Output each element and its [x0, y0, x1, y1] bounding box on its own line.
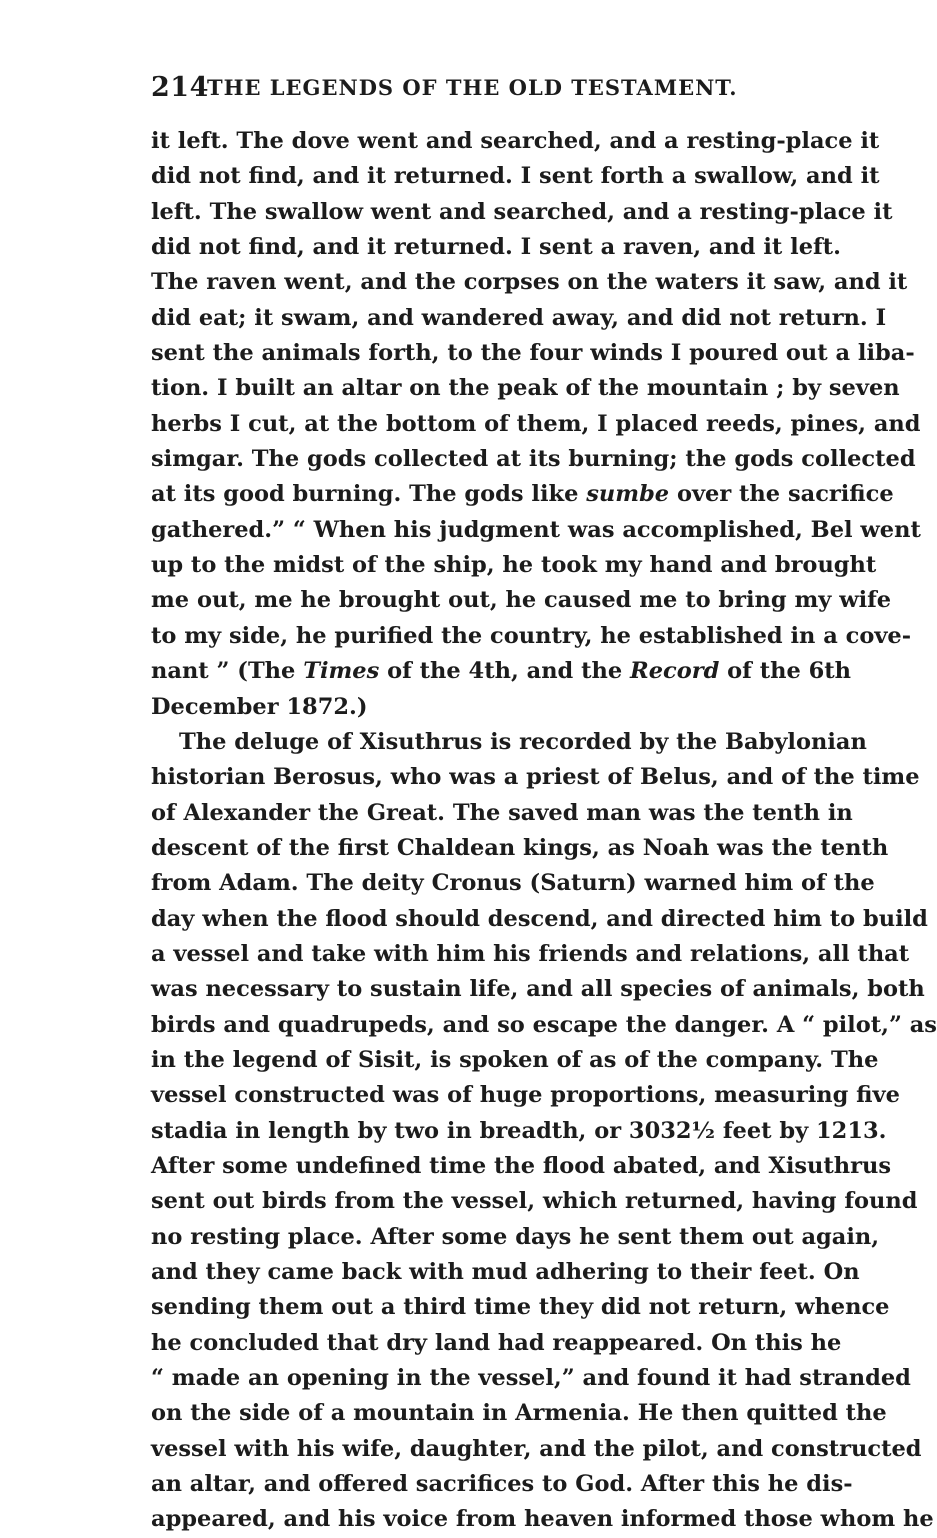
text-line: sent out birds from the vessel, which returned, having found	[151, 1188, 918, 1215]
text-line: December 1872.)	[151, 693, 368, 720]
text-line: day when the flood should descend, and directed him to build	[151, 905, 928, 932]
text-line: on the side of a mountain in Armenia. He then quitted the	[151, 1400, 887, 1427]
text-line: left. The swallow went and searched, and a resting-place it	[151, 198, 893, 225]
text-line: of Alexander the Great. The saved man was the tenth in	[151, 799, 853, 826]
text-line: no resting place. After some days he sent them out again,	[151, 1223, 880, 1250]
page-header	[151, 72, 771, 108]
text-line: descent of the first Chaldean kings, as Noah was the tenth	[151, 834, 889, 861]
text-line: herbs I cut, at the bottom of them, I placed reeds, pines, and	[151, 410, 921, 437]
italic-title: Record	[630, 658, 720, 685]
text-line: in the legend of Sisit, is spoken of as of the company. The	[151, 1046, 879, 1073]
italic-term: sumbe	[586, 481, 670, 508]
text-line: it left. The dove went and searched, and a resting-place it	[151, 128, 880, 154]
text-line: simgar. The gods collected at its burning; the gods collected	[151, 446, 916, 473]
text-line: vessel with his wife, daughter, and the pilot, and constructed	[151, 1435, 922, 1462]
text-line: did eat; it swam, and wandered away, and did not return. I	[151, 304, 887, 331]
text-line: sent the animals forth, to the four winds I poured out a liba-	[151, 340, 915, 367]
text-line: birds and quadrupeds, and so escape the danger. A “ pilot,” as	[151, 1011, 937, 1038]
text-line: a vessel and take with him his friends and relations, all that	[151, 940, 910, 967]
text-line: sending them out a third time they did not return, whence	[151, 1294, 890, 1321]
body-text	[151, 124, 937, 1538]
text-line: he concluded that dry land had reappeared. On this he	[151, 1329, 842, 1356]
text-line: was necessary to sustain life, and all species of animals, both	[151, 976, 925, 1003]
text-line: “ made an opening in the vessel,” and found it had stranded	[151, 1365, 911, 1392]
text-line: stadia in length by two in breadth, or 3032½ feet by 1213.	[151, 1117, 887, 1144]
text-line: from Adam. The deity Cronus (Saturn) warned him of the	[151, 870, 875, 897]
text-line: vessel constructed was of huge proportions, measuring five	[151, 1082, 900, 1109]
text-line: me out, me he brought out, he caused me to bring my wife	[151, 587, 892, 614]
text-line: After some undefined time the flood abated, and Xisuthrus	[151, 1152, 892, 1179]
paragraph-first-line: The deluge of Xisuthrus is recorded by the Babylonian	[179, 728, 867, 755]
text-line: at its good burning. The gods like sumbe over the sacrifice	[151, 481, 894, 508]
italic-title: Times	[303, 658, 380, 685]
text-line: and they came back with mud adhering to their feet. On	[151, 1259, 860, 1285]
text-line: tion. I built an altar on the peak of the mountain ; by seven	[151, 375, 900, 402]
text-line: to my side, he purified the country, he established in a cove-	[151, 622, 912, 649]
text-line: up to the midst of the ship, he took my hand and brought	[151, 552, 877, 579]
text-line: nant ” (The Times of the 4th, and the Record of the 6th	[151, 658, 852, 685]
text-line: did not find, and it returned. I sent a raven, and it left.	[151, 234, 841, 261]
text-line: historian Berosus, who was a priest of Belus, and of the time	[151, 764, 920, 791]
text-line: an altar, and offered sacrifices to God. After this he dis-	[151, 1471, 853, 1498]
text-line: The raven went, and the corpses on the waters it saw, and it	[151, 269, 908, 296]
running-head: THE LEGENDS OF THE OLD TESTAMENT.	[207, 75, 738, 100]
page-number: 214	[151, 72, 209, 103]
text-line: appeared, and his voice from heaven informed those whom he	[151, 1506, 934, 1533]
text-line: gathered.” “ When his judgment was accomplished, Bel went	[151, 516, 921, 543]
text-line: did not find, and it returned. I sent forth a swallow, and it	[151, 163, 880, 190]
